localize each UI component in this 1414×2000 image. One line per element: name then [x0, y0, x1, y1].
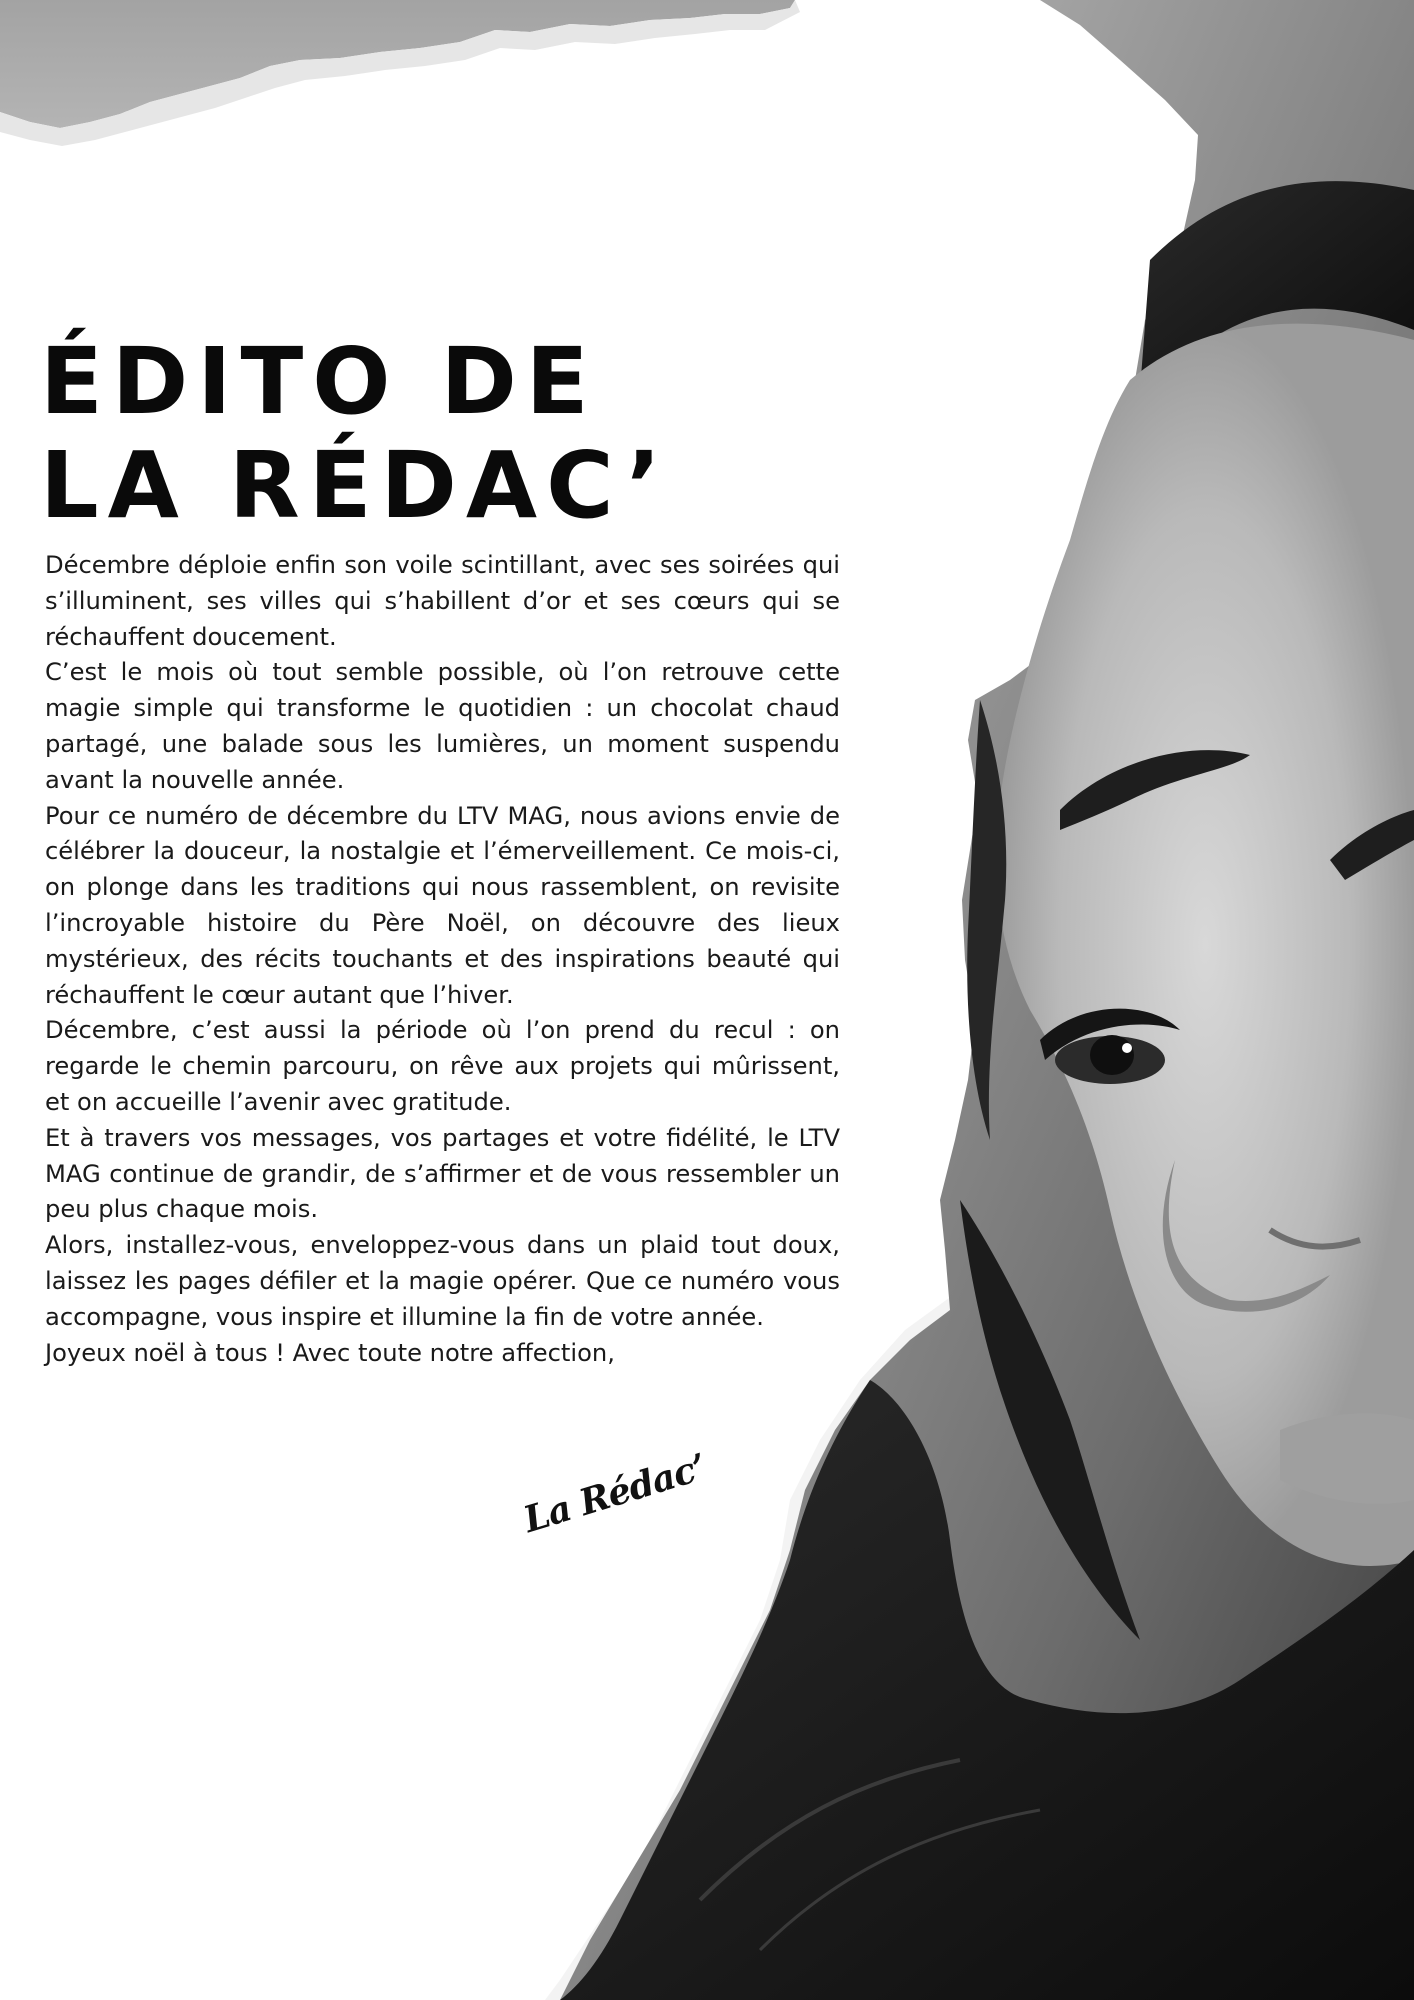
- paragraph: Alors, installez-vous, enveloppez-vous dans un plaid tout doux, laissez les pages défiler et la magie opérer. Que ce numéro vous accompagne, vous inspire et illumine la fin de votre année.: [45, 1231, 840, 1331]
- signature: La Rédac’: [518, 1445, 711, 1542]
- paragraph: Pour ce numéro de décembre du LTV MAG, nous avions envie de célébrer la douceur, la nostalgie et l’émerveillement. Ce mois-ci, on plonge dans les traditions qui nous rassemblent, on revisite l’incroyable histoire du Père Noël, on découvre des lieux mystérieux, des récits touchants et des inspirations beauté qui réchauffent le cœur autant que l’hiver.: [45, 801, 840, 1009]
- edito-body: [45, 548, 840, 1371]
- page-title-line-1: ÉDITO DE: [40, 328, 598, 435]
- page-title-line-2: LA RÉDAC’: [40, 432, 670, 539]
- paragraph: Décembre, c’est aussi la période où l’on prend du recul : on regarde le chemin parcouru, on rêve aux projets qui mûrissent, et on accueille l’avenir avec gratitude.: [45, 1016, 840, 1116]
- paragraph: Et à travers vos messages, vos partages et votre fidélité, le LTV MAG continue de grandir, de s’affirmer et de vous ressembler un peu plus chaque mois.: [45, 1123, 840, 1224]
- paragraph: Décembre déploie enfin son voile scintillant, avec ses soirées qui s’illuminent, ses villes qui s’habillent d’or et ses cœurs qui se réchauffent doucement.: [45, 551, 840, 651]
- paragraph: C’est le mois où tout semble possible, où l’on retrouve cette magie simple qui transforme le quotidien : un chocolat chaud partagé, une balade sous les lumières, un moment suspendu avant la nouvelle année.: [45, 658, 840, 794]
- closing-line: Joyeux noël à tous ! Avec toute notre affection,: [45, 1338, 615, 1367]
- page-title: [40, 330, 670, 538]
